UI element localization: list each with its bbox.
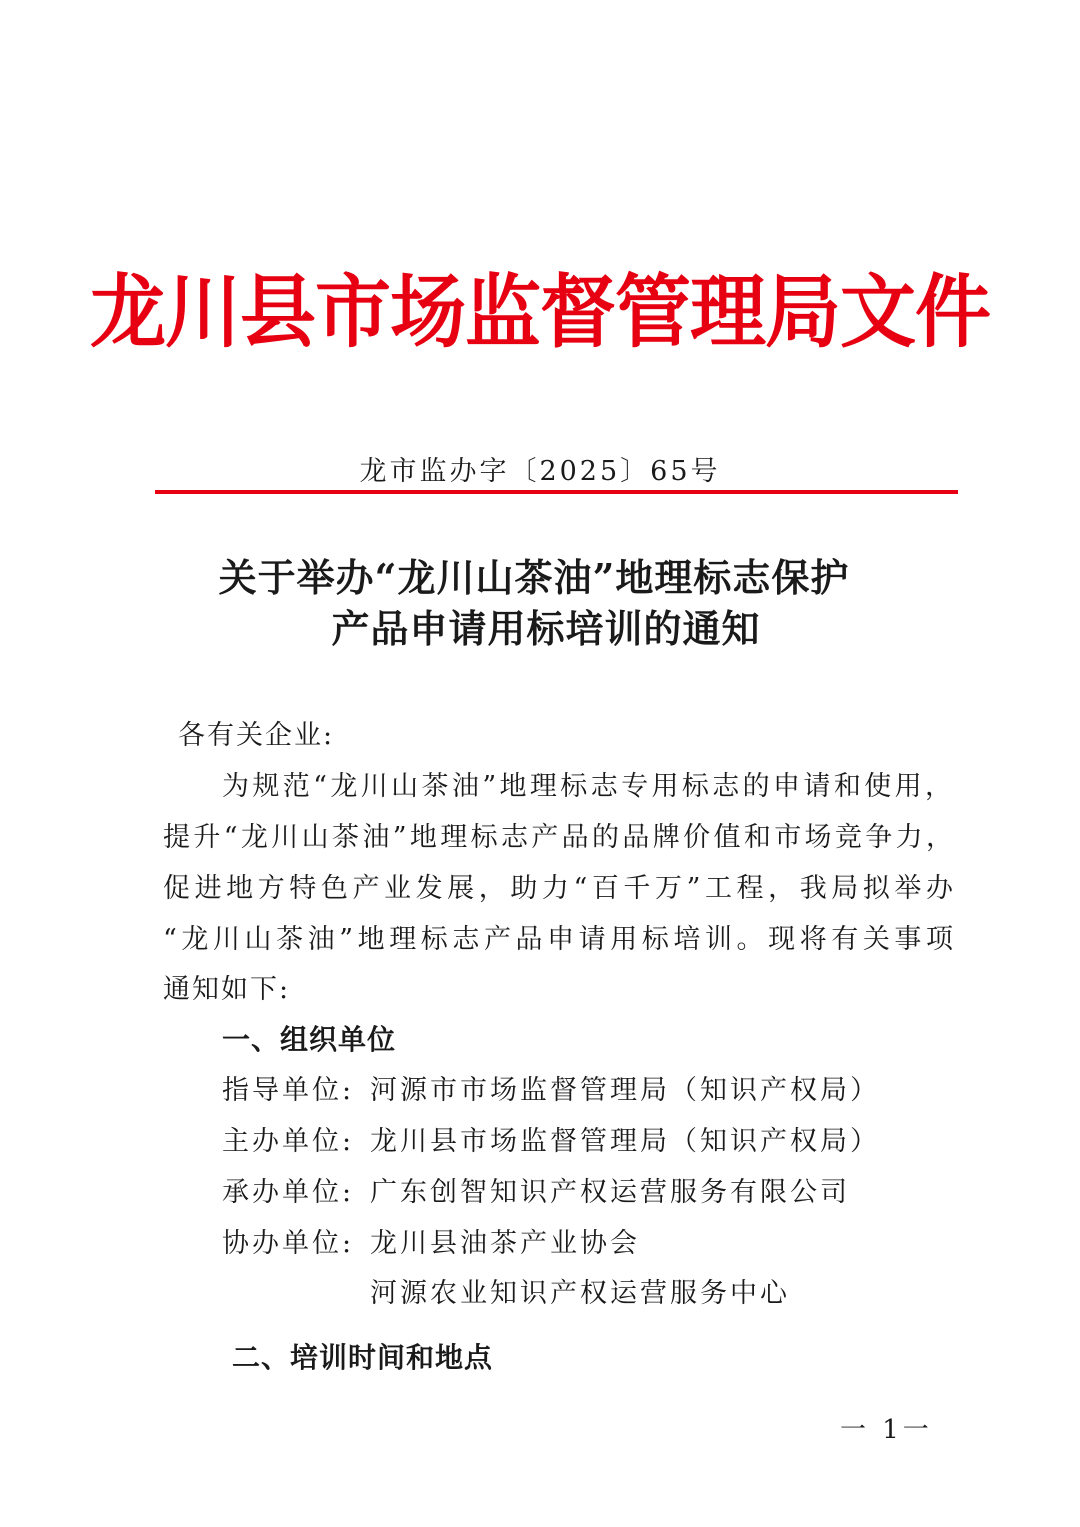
organizer-value: 龙川县油茶产业协会	[370, 1228, 640, 1259]
notice-title-line-2: 产品申请用标培训的通知	[331, 606, 761, 651]
section-heading-organizers: 一、组织单位	[222, 1023, 397, 1056]
intro-paragraph-line: “龙川山茶油”地理标志产品申请用标培训。现将有关事项	[163, 924, 953, 955]
organizer-value: 龙川县市场监督管理局（知识产权局）	[370, 1126, 880, 1157]
organizer-label: 指导单位:	[222, 1075, 355, 1106]
organizer-label: 协办单位:	[222, 1228, 355, 1259]
salutation: 各有关企业:	[178, 720, 335, 751]
agency-title: 龙川县市场监督管理局文件	[90, 264, 990, 359]
organizer-label: 主办单位:	[222, 1126, 355, 1157]
intro-paragraph-line: 提升“龙川山茶油”地理标志产品的品牌价值和市场竞争力，	[163, 822, 953, 853]
intro-paragraph-line: 通知如下:	[163, 974, 291, 1005]
organizer-value: 广东创智知识产权运营服务有限公司	[370, 1177, 850, 1208]
intro-paragraph-line: 为规范“龙川山茶油”地理标志专用标志的申请和使用，	[222, 771, 952, 802]
intro-paragraph-line: 促进地方特色产业发展，助力“百千万”工程，我局拟举办	[163, 873, 953, 904]
red-divider-line	[155, 490, 958, 494]
page-number: 一 1一	[840, 1415, 933, 1445]
organizer-label: 承办单位:	[222, 1177, 355, 1208]
organizer-value: 河源市市场监督管理局（知识产权局）	[370, 1075, 880, 1106]
document-number: 龙市监办字〔2025〕65号	[359, 456, 721, 487]
section-heading-time-location: 二、培训时间和地点	[232, 1341, 494, 1374]
organizer-value: 河源农业知识产权运营服务中心	[370, 1278, 790, 1309]
notice-title-line-1: 关于举办“龙川山茶油”地理标志保护	[218, 555, 850, 600]
